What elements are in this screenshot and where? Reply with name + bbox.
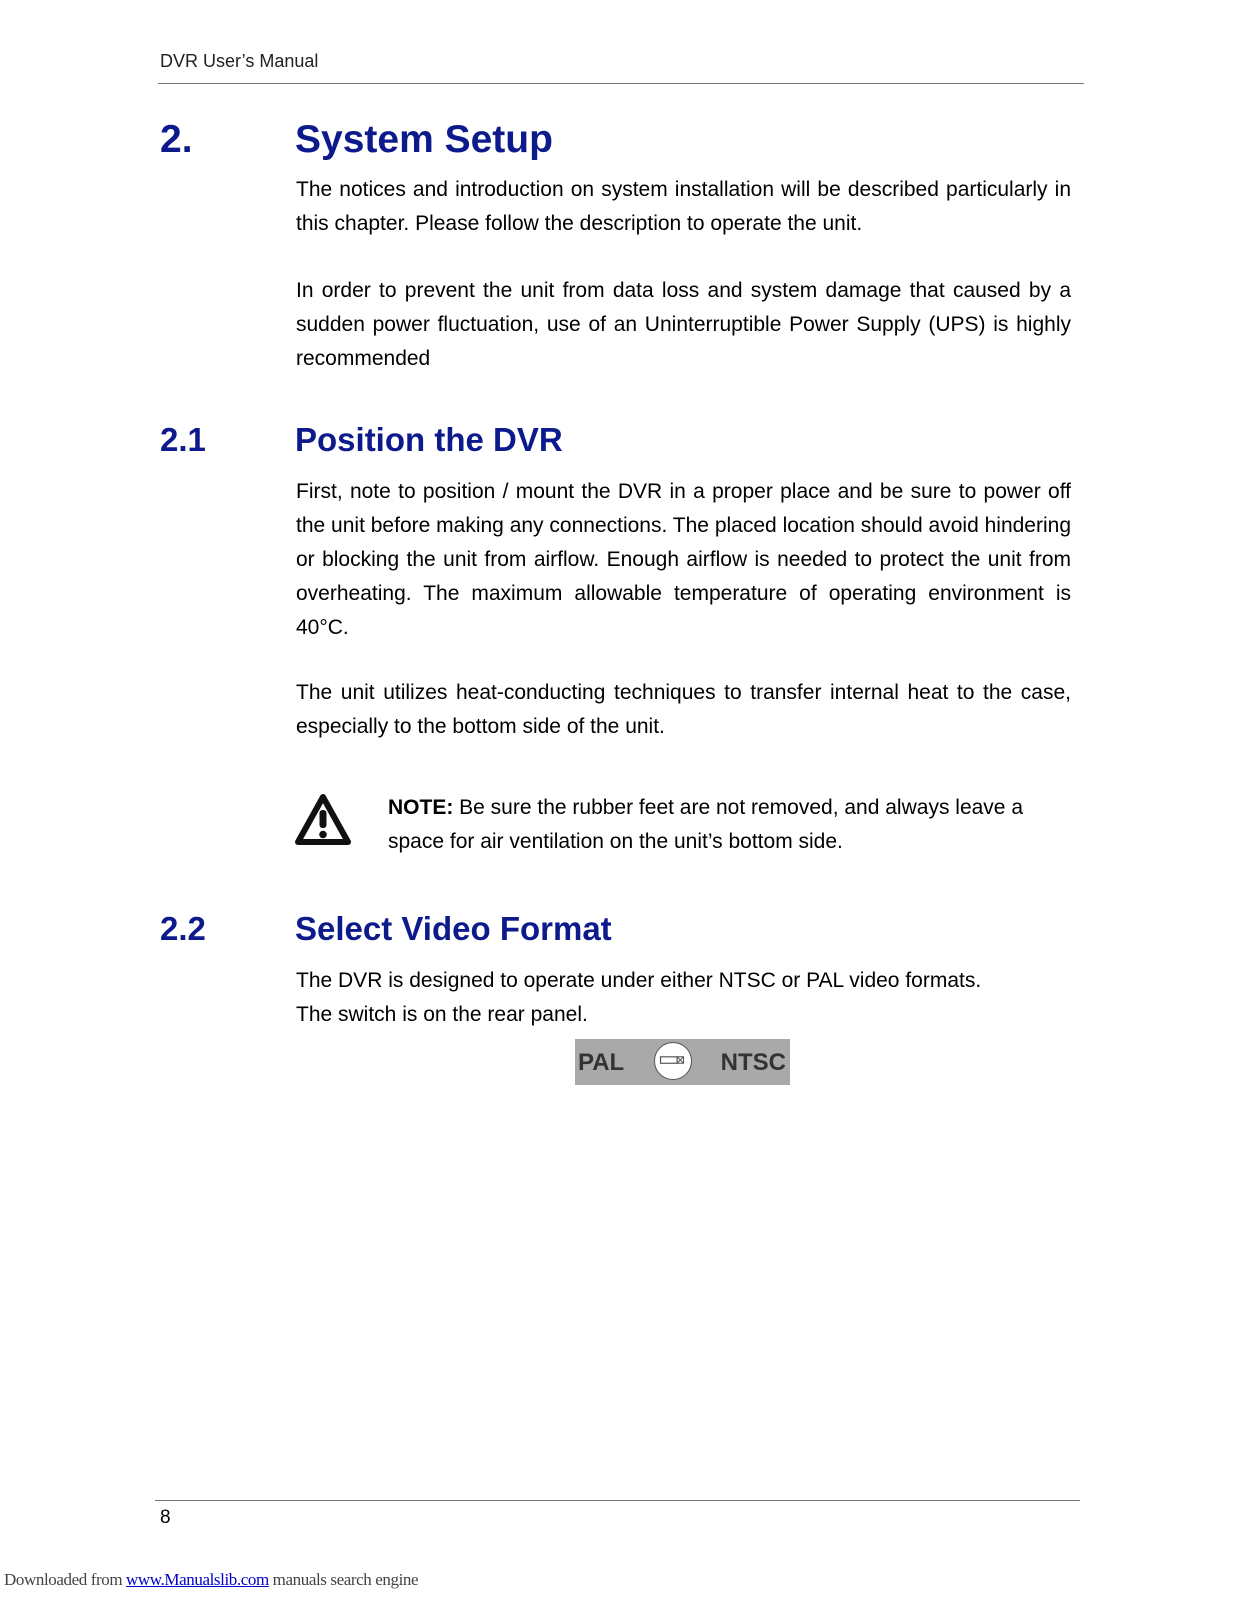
download-prefix: Downloaded from (4, 1570, 127, 1589)
note-label: NOTE: (388, 796, 454, 819)
paragraph: The notices and introduction on system installation will be described particularly in this chapter. Please follow the description to operate the unit. (296, 178, 1071, 235)
header-rule (158, 83, 1084, 84)
switch-label-pal: PAL (578, 1049, 625, 1076)
paragraph: The switch is on the rear panel. (296, 1003, 588, 1026)
paragraph: First, note to position / mount the DVR in a proper place and be sure to power off the unit before making any connections. The placed location should avoid hindering or blocking the unit from airflow. Enough airflow is needed to protect the unit from overheating. The maximum allowable temperature of operating environment is 40°C. (296, 480, 1071, 639)
paragraph: The DVR is designed to operate under either NTSC or PAL video formats. (296, 969, 982, 992)
warning-triangle-icon (294, 793, 352, 847)
section-title: Position the DVR (295, 421, 563, 458)
video-format-switch (575, 1039, 790, 1085)
paragraph: In order to prevent the unit from data loss and system damage that caused by a sudden power fluctuation, use of an Uninterruptible Power Supply (UPS) is highly recommended (296, 279, 1071, 370)
section-number: 2.2 (160, 910, 206, 947)
footer-rule (155, 1500, 1080, 1501)
switch-label-ntsc: NTSC (720, 1049, 786, 1076)
section-title: Select Video Format (295, 910, 612, 947)
download-suffix: manuals search engine (268, 1570, 419, 1589)
running-header: DVR User’s Manual (160, 51, 319, 71)
section-number: 2.1 (160, 421, 206, 458)
note-body: Be sure the rubber feet are not removed, and always leave a space for air ventilation on the unit’s bottom side. (388, 796, 1023, 853)
download-line (4, 1570, 418, 1590)
section-number: 2. (160, 118, 193, 161)
manualslib-link[interactable]: www.Manualslib.com (126, 1570, 269, 1589)
note-text (388, 791, 1071, 859)
section-title: System Setup (295, 118, 553, 161)
switch-knob-icon (654, 1042, 692, 1080)
paragraph: The unit utilizes heat-conducting techniques to transfer internal heat to the case, especially to the bottom side of the unit. (296, 681, 1071, 738)
page-number: 8 (160, 1507, 171, 1528)
